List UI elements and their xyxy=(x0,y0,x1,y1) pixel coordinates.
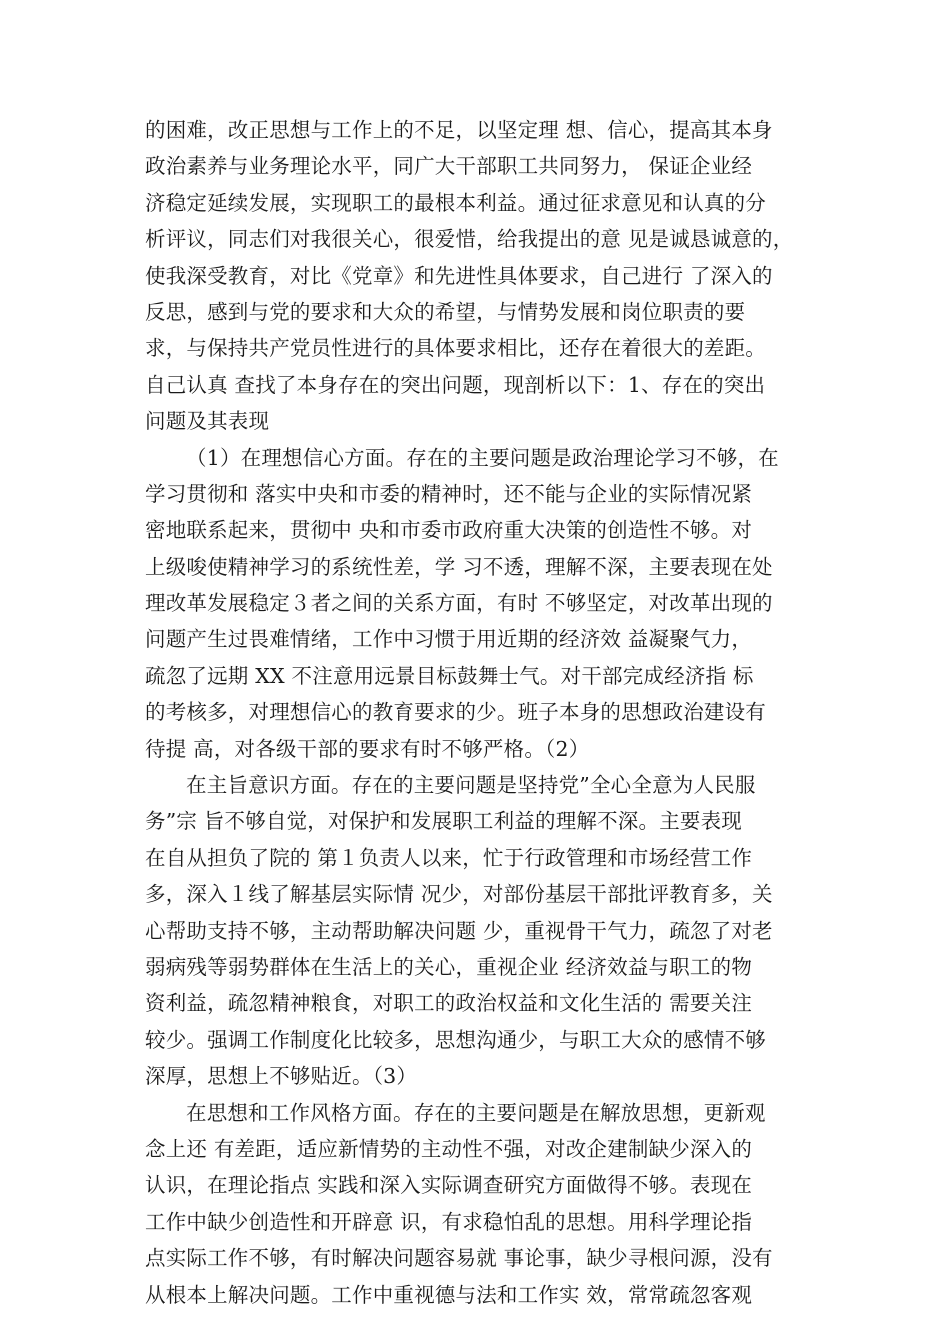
text-line: 政治素养与业务理论水平，同广大干部职工共同努力， 保证企业经 xyxy=(145,154,753,179)
text-line: 上级唆使精神学习的系统性差，学 习不透，理解不深，主要表现在处 xyxy=(145,554,773,579)
text-line: 念上还 有差距，适应新情势的主动性不强，对改企建制缺少深入的 xyxy=(145,1136,753,1161)
text-line: 工作中缺少创造性和开辟意 识，有求稳怕乱的思想。用科学理论指 xyxy=(145,1209,753,1234)
text-line: 问题及其表现 xyxy=(145,409,270,434)
text-line: 使我深受教育，对比《党章》和先进性具体要求，自己进行 了深入的 xyxy=(145,263,773,288)
text-line: 从根本上解决问题。工作中重视德与法和工作实 效，常常疏忽客观 xyxy=(145,1282,753,1307)
text-line: 务”宗 旨不够自觉，对保护和发展职工利益的理解不深。主要表现 xyxy=(145,809,742,834)
text-line: 反思，感到与党的要求和大众的希望，与情势发展和岗位职责的要 xyxy=(145,299,746,324)
text-line: 在自从担负了院的 第１负责人以来，忙于行政管理和市场经营工作 xyxy=(145,845,753,870)
document-body xyxy=(145,112,820,1313)
text-line: 自己认真 查找了本身存在的突出问题，现剖析以下：1、存在的突出 xyxy=(145,372,766,397)
text-line: 问题产生过畏难情绪，工作中习惯于用近期的经济效 益凝聚气力， xyxy=(145,627,753,652)
text-line: 在思想和工作风格方面。存在的主要问题是在解放思想，更新观 xyxy=(186,1100,766,1125)
text-line: 密地联系起来，贯彻中 央和市委市政府重大决策的创造性不够。对 xyxy=(145,518,753,543)
text-line: 资利益，疏忽精神粮食，对职工的政治权益和文化生活的 需要关注 xyxy=(145,991,753,1016)
text-line: 在主旨意识方面。存在的主要问题是坚持党”全心全意为人民服 xyxy=(186,773,756,798)
text-line: （1）在理想信心方面。存在的主要问题是政治理论学习不够，在 xyxy=(186,445,779,470)
text-line: 求，与保持共产党员性进行的具体要求相比，还存在着很大的差距。 xyxy=(145,336,766,361)
text-line: 心帮助支持不够，主动帮助解决问题 少，重视骨干气力，疏忽了对老 xyxy=(145,918,773,943)
text-line: 的困难，改正思想与工作上的不足，以坚定理 想、信心，提高其本身 xyxy=(145,118,773,142)
text-line: 深厚，思想上不够贴近。（3） xyxy=(145,1064,418,1089)
text-line: 疏忽了远期 XX 不注意用远景目标鼓舞士气。对干部完成经济指 标 xyxy=(145,663,754,688)
text-line: 多，深入１线了解基层实际情 况少，对部份基层干部批评教育多，关 xyxy=(145,882,773,907)
text-line: 的考核多，对理想信心的教育要求的少。班子本身的思想政治建设有 xyxy=(145,700,766,725)
text-line: 学习贯彻和 落实中央和市委的精神时，还不能与企业的实际情况紧 xyxy=(145,481,753,506)
text-line: 认识，在理论指点 实践和深入实际调查研究方面做得不够。表现在 xyxy=(145,1173,753,1198)
text-line: 点实际工作不够，有时解决问题容易就 事论事，缺少寻根问源，没有 xyxy=(145,1246,773,1271)
text-line: 待提 高，对各级干部的要求有时不够严格。（2） xyxy=(145,736,590,761)
text-line: 济稳定延续发展，实现职工的最根本利益。通过征求意见和认真的分 xyxy=(145,190,766,215)
text-line: 析评议，同志们对我很关心，很爱惜，给我提出的意 见是诚恳诚意的， xyxy=(145,227,794,252)
text-line: 弱病残等弱势群体在生活上的关心，重视企业 经济效益与职工的物 xyxy=(145,954,753,979)
text-line: 较少。强调工作制度化比较多，思想沟通少，与职工大众的感情不够 xyxy=(145,1027,766,1052)
text-line: 理改革发展稳定３者之间的关系方面，有时 不够坚定，对改革出现的 xyxy=(145,591,773,616)
